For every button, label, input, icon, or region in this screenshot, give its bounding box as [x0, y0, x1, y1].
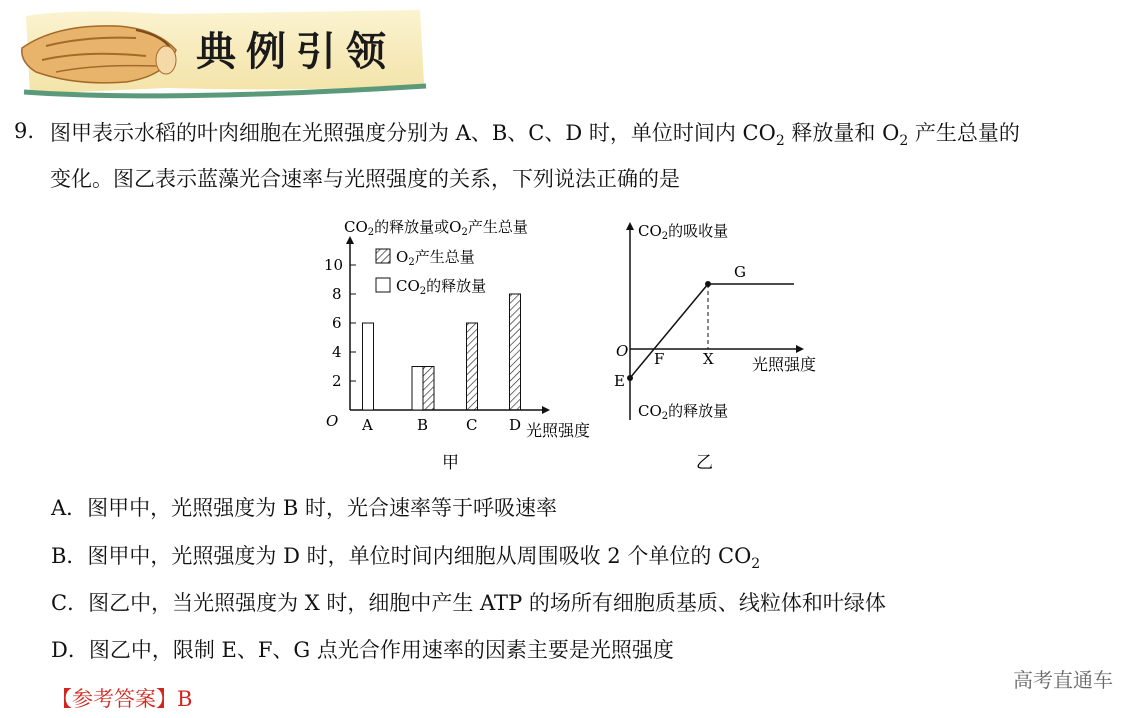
question-line-2: 变化。图乙表示蓝藻光合速率与光照强度的关系，下列说法正确的是: [50, 167, 680, 191]
x-category-label: C: [466, 416, 478, 434]
y-tick-label: 8: [332, 285, 342, 303]
yi-label-top: $CO_2$的吸收量: [638, 222, 729, 242]
option-b-text: B．图甲中，光照强度为 D 时，单位时间内细胞从周围吸收 2 个单位的 CO: [51, 544, 752, 568]
yi-y-arrow: [626, 222, 634, 230]
question-number: 9.: [14, 119, 35, 143]
answer-label: 【参考答案】: [51, 687, 177, 711]
jia-origin: O: [326, 412, 339, 430]
bar-o2-D: [510, 294, 521, 410]
question-line-1-mid: 释放量和 O: [784, 121, 900, 145]
yi-xlabel: 光照强度: [752, 355, 817, 374]
watermark: 高考直通车: [1013, 668, 1113, 692]
y-tick-label: 2: [332, 372, 342, 390]
section-banner: [16, 6, 430, 102]
x-category-label: B: [417, 416, 429, 434]
option-c: C．图乙中，当光照强度为 X 时，细胞中产生 ATP 的场所有细胞质基质、线粒体和叶绿体: [51, 591, 886, 615]
yi-label-bottom: $CO_2$的释放量: [638, 402, 729, 422]
bar-co2-A: [363, 323, 374, 410]
subscript: 2: [899, 133, 909, 150]
label-g: G: [734, 263, 746, 281]
chart-yi: [608, 210, 848, 480]
jia-ylabel: $CO_2$的释放量或$O_2$产生总量: [344, 218, 528, 238]
point-g: [705, 281, 711, 287]
legend-o2-label: $O_2$产生总量: [396, 248, 475, 268]
question-line-1: [50, 118, 1020, 156]
point-e: [627, 375, 633, 381]
jia-xlabel: 光照强度: [526, 421, 591, 440]
yi-x-arrow: [796, 345, 804, 353]
jia-bars: [363, 294, 521, 410]
answer-value: B: [177, 687, 193, 711]
jia-y-arrow: [346, 236, 354, 244]
jia-y-ticks: [324, 256, 356, 390]
bar-o2-C: [467, 323, 478, 410]
subscript: 2: [775, 133, 785, 150]
option-d: D．图乙中，限制 E、F、G 点光合作用速率的因素主要是光照强度: [51, 638, 674, 662]
subscript: 2: [751, 556, 761, 573]
banner-title: 典例引领: [196, 29, 396, 75]
label-e: E: [614, 372, 625, 390]
yi-rising-line: [630, 284, 708, 378]
label-x: X: [703, 350, 714, 368]
x-category-label: D: [509, 416, 522, 434]
reference-answer: [51, 683, 192, 713]
x-category-label: A: [362, 416, 373, 434]
bar-co2-B: [412, 367, 423, 411]
yi-origin: O: [616, 342, 629, 360]
option-b: [51, 540, 760, 572]
y-tick-label: 4: [332, 343, 342, 361]
y-tick-label: 10: [324, 256, 344, 274]
y-tick-label: 6: [332, 314, 342, 332]
jia-x-labels: [361, 416, 521, 434]
question-line-1-text: 图甲表示水稻的叶肉细胞在光照强度分别为 A、B、C、D 时，单位时间内 CO: [50, 121, 776, 145]
legend-o2-swatch: [376, 249, 390, 263]
legend-co2-label: $CO_2$的释放量: [396, 277, 487, 297]
jia-x-arrow: [542, 406, 550, 414]
legend-co2-swatch: [376, 278, 390, 292]
option-a: A．图甲中，光照强度为 B 时，光合速率等于呼吸速率: [51, 496, 557, 520]
bar-o2-B: [423, 367, 434, 411]
label-f: F: [654, 350, 665, 368]
jia-caption: 甲: [442, 453, 459, 473]
question-line-1-end: 产生总量的: [908, 121, 1020, 145]
chart-jia: [320, 210, 620, 480]
yi-caption: 乙: [696, 453, 713, 473]
